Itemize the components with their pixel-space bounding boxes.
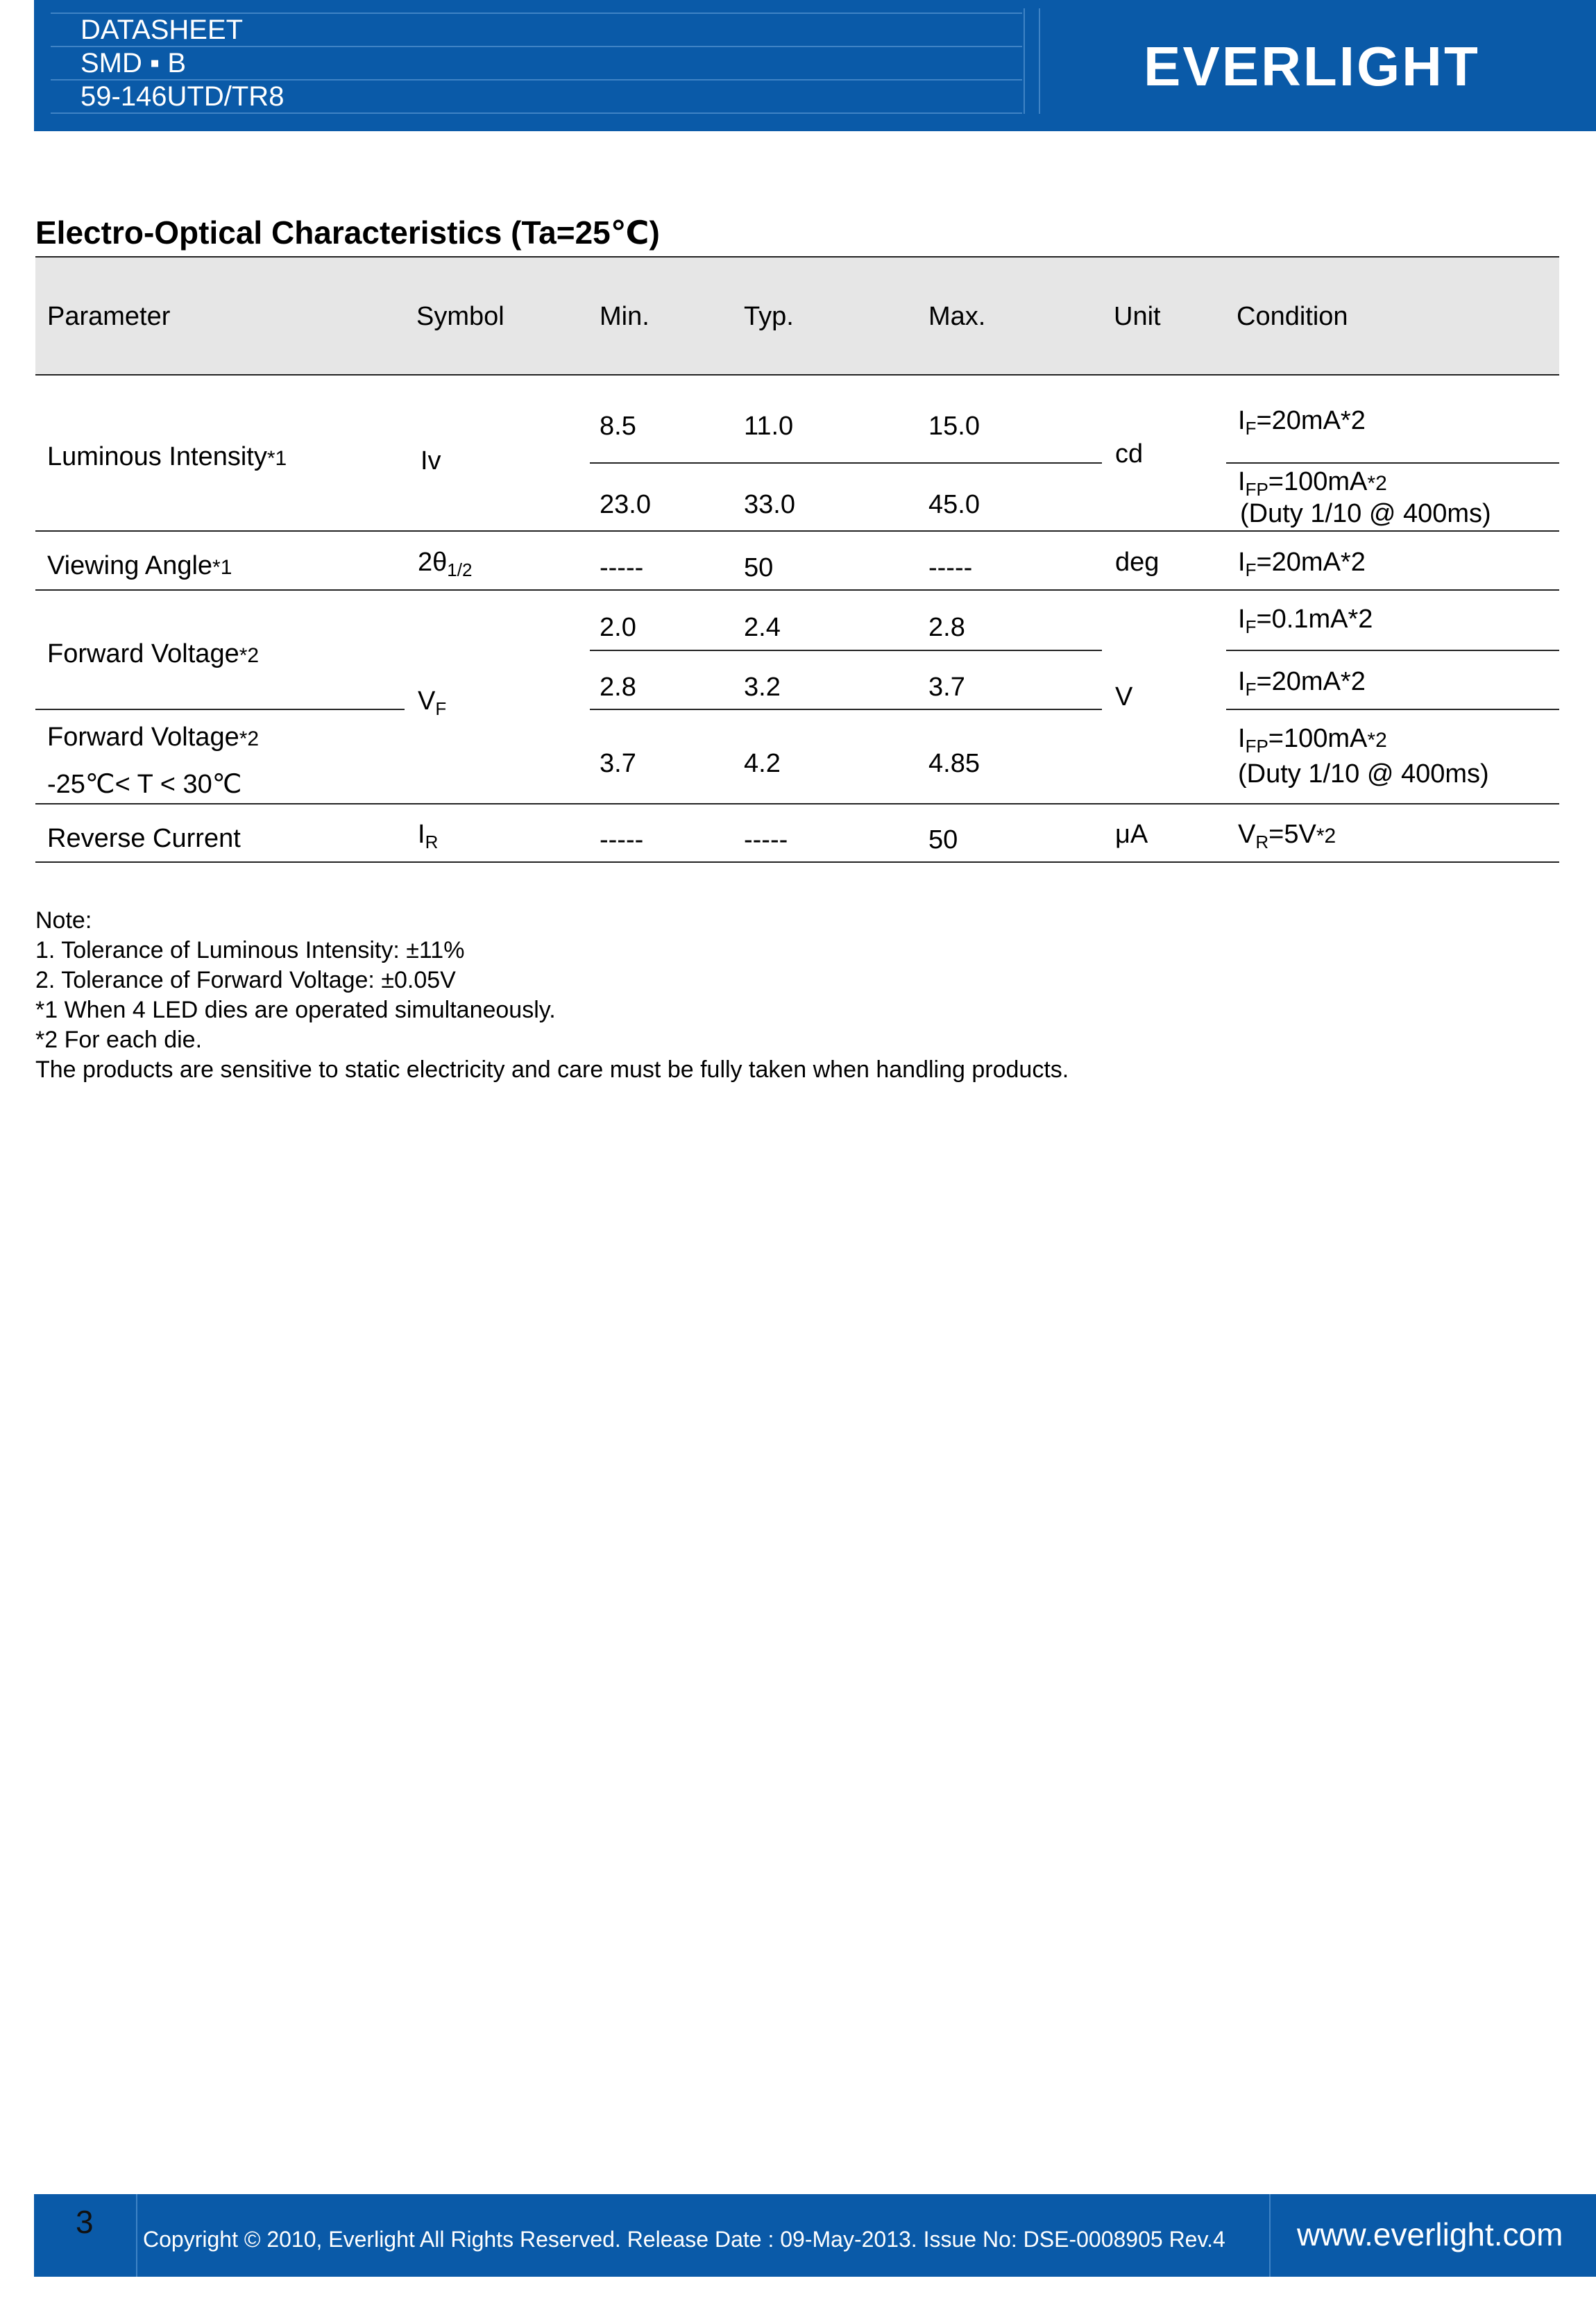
- note-line: *1 When 4 LED dies are operated simultaneously.: [35, 997, 556, 1023]
- symbol-iv: Iv: [421, 446, 441, 475]
- row-divider: [35, 803, 1559, 804]
- header-condition: Condition: [1237, 302, 1348, 331]
- footnote-ref: *2: [1367, 472, 1387, 495]
- note-line: The products are sensitive to static electricity and care must be fully taken when handling products.: [35, 1056, 1069, 1083]
- unit-v: V: [1115, 682, 1133, 711]
- unit-deg: deg: [1115, 548, 1160, 577]
- value-typ: 4.2: [744, 749, 781, 778]
- value-min: 3.7: [600, 749, 636, 778]
- value-max: 4.85: [928, 749, 980, 778]
- header-unit: Unit: [1114, 302, 1161, 331]
- value-max: -----: [928, 553, 973, 582]
- param-viewing-angle: Viewing Angle*1: [47, 551, 232, 580]
- value-max: 45.0: [928, 490, 980, 519]
- row-divider: [35, 589, 1559, 591]
- footnote-ref: *2: [1316, 825, 1336, 848]
- part-number: 59-146UTD/TR8: [80, 81, 285, 112]
- row-divider: [1226, 462, 1559, 464]
- footer-divider: [1269, 2194, 1271, 2277]
- copyright-text: Copyright © 2010, Everlight All Rights Reserved. Release Date : 09-May-2013. Issue No: DSE-0008905 Rev.4: [143, 2227, 1225, 2252]
- footnote-ref: *2: [1367, 729, 1387, 752]
- condition-duty: (Duty 1/10 @ 400ms): [1238, 759, 1489, 789]
- header-divider: [1039, 8, 1040, 114]
- doc-type: DATASHEET: [80, 15, 244, 45]
- header-symbol: Symbol: [416, 302, 504, 331]
- header-typ: Typ.: [744, 302, 794, 331]
- condition-ifp-100ma: $I_{FP}=100mA*2$: [1238, 467, 1387, 500]
- value-typ: 2.4: [744, 613, 781, 642]
- condition-ifp-100ma: $I_{FP}=100mA*2$: [1238, 724, 1387, 757]
- table-top-rule: [35, 256, 1559, 258]
- value-typ: 3.2: [744, 673, 781, 702]
- param-forward-voltage-temp: Forward Voltage*2: [47, 723, 260, 752]
- row-divider: [35, 709, 405, 710]
- footnote-ref: *2: [239, 644, 260, 667]
- symbol-2theta: $2\theta_{1/2}$: [418, 548, 473, 580]
- value-max: 15.0: [928, 412, 980, 441]
- footnote-ref: *2: [239, 727, 260, 750]
- symbol-ir: $I_R$: [418, 820, 439, 852]
- row-divider: [590, 462, 1102, 464]
- header-info-block: [34, 0, 1028, 131]
- value-typ: 33.0: [744, 490, 795, 519]
- value-min: 8.5: [600, 412, 636, 441]
- header-min: Min.: [600, 302, 650, 331]
- header-bar: [34, 0, 1596, 131]
- condition-vr-5v: $V_R=5V*2$: [1238, 820, 1336, 852]
- param-reverse-current: Reverse Current: [47, 824, 241, 853]
- value-max: 3.7: [928, 673, 965, 702]
- footer-divider: [136, 2194, 137, 2277]
- everlight-logo: EVERLIGHT: [1144, 35, 1480, 97]
- header-max: Max.: [928, 302, 986, 331]
- condition-if-20ma: $I_F=20mA*2$: [1238, 548, 1366, 580]
- footnote-ref: *1: [212, 556, 232, 579]
- temperature-range: -25℃< T < 30℃: [47, 770, 242, 799]
- value-min: 2.0: [600, 613, 636, 642]
- page-number: 3: [76, 2204, 94, 2240]
- param-luminous-intensity: Luminous Intensity*1: [47, 442, 287, 471]
- bullet-icon: ▪: [150, 48, 160, 78]
- value-typ: 50: [744, 553, 774, 582]
- value-max: 2.8: [928, 613, 965, 642]
- table-header-rule: [35, 374, 1559, 376]
- value-min: -----: [600, 825, 644, 854]
- unit-cd: cd: [1115, 439, 1144, 469]
- note-line: 1. Tolerance of Luminous Intensity: ±11%: [35, 937, 465, 963]
- value-typ: -----: [744, 825, 788, 854]
- unit-ua: μA: [1115, 820, 1148, 849]
- param-forward-voltage: Forward Voltage*2: [47, 639, 260, 668]
- condition-if-20ma: $I_F=20mA*2$: [1238, 667, 1366, 700]
- section-title: Electro-Optical Characteristics (Ta=25℃): [35, 214, 660, 251]
- value-min: 23.0: [600, 490, 651, 519]
- footnote-ref: *1: [266, 447, 287, 470]
- value-min: -----: [600, 553, 644, 582]
- note-line: *2 For each die.: [35, 1027, 203, 1053]
- product-series: SMD ▪ B: [80, 48, 187, 78]
- footer-bar: [34, 2194, 1596, 2277]
- condition-duty: (Duty 1/10 @ 400ms): [1240, 499, 1491, 528]
- condition-if-0-1ma: $I_F=0.1mA*2$: [1238, 605, 1373, 637]
- note-line: 2. Tolerance of Forward Voltage: ±0.05V: [35, 967, 456, 993]
- condition-if-20ma: $I_F=20mA*2$: [1238, 406, 1366, 439]
- header-parameter: Parameter: [47, 302, 171, 331]
- row-divider: [1226, 709, 1559, 710]
- value-max: 50: [928, 825, 958, 854]
- table-bottom-rule: [35, 861, 1559, 863]
- header-divider: [1024, 8, 1025, 114]
- row-divider: [35, 530, 1559, 532]
- website-link[interactable]: www.everlight.com: [1297, 2216, 1563, 2252]
- row-divider: [1226, 650, 1559, 651]
- row-divider: [590, 709, 1102, 710]
- value-typ: 11.0: [744, 412, 794, 441]
- row-divider: [590, 650, 1102, 651]
- note-heading: Note:: [35, 907, 92, 934]
- value-min: 2.8: [600, 673, 636, 702]
- symbol-vf: $V_F$: [418, 686, 447, 719]
